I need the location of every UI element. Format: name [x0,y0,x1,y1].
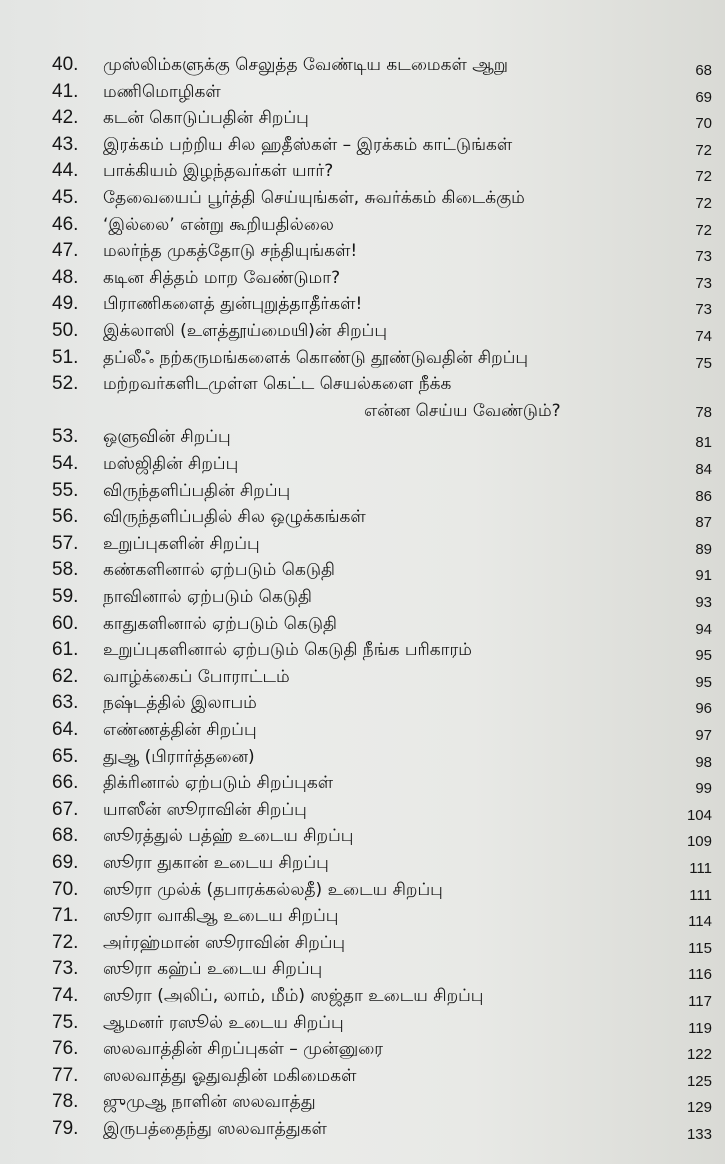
entry-page-number: 116 [688,966,712,984]
toc-entry [52,718,722,742]
entry-title: உறுப்புகளினால் ஏற்படும் கெடுதி நீங்க பரிகாரம் [103,640,472,661]
entry-number: 77. [52,1064,79,1086]
entry-number: 48. [52,266,79,288]
entry-title: ஸூரா துகான் உடைய சிறப்பு [103,853,329,873]
entry-page-number: 70 [695,115,712,133]
entry-number: 50. [52,320,79,341]
entry-page-number: 133 [686,1126,712,1143]
entry-title: ‘இல்லை’ என்று கூறியதில்லை [103,214,334,235]
entry-page-number: 95 [695,647,712,665]
entry-title: வாழ்க்கைப் போராட்டம் [103,666,290,687]
entry-number: 47. [52,240,79,262]
entry-title: ஸூரா கஹ்ப் உடைய சிறப்பு [103,959,323,980]
entry-page-number: 115 [688,939,712,957]
entry-title: நஷ்டத்தில் இலாபம் [103,693,257,714]
entry-title: மலர்ந்த முகத்தோடு சந்தியுங்கள்! [103,241,358,262]
entry-page-number: 73 [695,301,712,319]
entry-number: 43. [52,133,79,155]
entry-number: 69. [52,852,79,873]
toc-entry [52,745,722,769]
toc-entry [52,1117,722,1141]
toc-entry [52,239,722,266]
entry-title: இரக்கம் பற்றிய சில ஹதீஸ்கள் – இரக்கம் காட்டுங்கள் [103,134,513,155]
entry-page-number: 125 [686,1072,712,1090]
entry-number: 46. [52,213,79,235]
entry-title: திக்ரினால் ஏற்படும் சிறப்புகள் [103,773,334,794]
entry-title: ஸூரா வாகிஆ உடைய சிறப்பு [103,906,339,927]
entry-number: 44. [52,160,79,182]
entry-page-number: 117 [688,993,712,1010]
entry-title: ஸலவாத்து ஓதுவதின் மகிமைகள் [103,1065,357,1086]
toc-entry [52,691,722,718]
toc-entry [52,612,722,636]
entry-page-number: 97 [695,727,712,744]
entry-page-number: 122 [686,1046,712,1064]
entry-page-number: 99 [695,780,712,798]
entry-number: 75. [52,1011,79,1033]
entry-title-continuation: என்ன செய்ய வேண்டும்? [364,400,561,421]
entry-number: 79. [52,1118,79,1139]
entry-number: 76. [52,1038,79,1060]
entry-page-number: 119 [688,1019,712,1037]
entry-number: 45. [52,187,79,208]
entry-page-number: 93 [695,594,712,611]
entry-number: 71. [52,905,79,927]
toc-entry [52,1064,722,1088]
entry-number: 64. [52,719,79,740]
entry-page-number: 111 [689,886,712,904]
entry-number: 56. [52,506,79,528]
entry-title: முஸ்லிம்களுக்கு செலுத்த வேண்டிய கடமைகள் ஆறு [103,55,508,75]
toc-entry [52,665,722,689]
entry-page-number: 72 [695,195,712,212]
toc-entry [52,771,722,798]
entry-title: கண்களினால் ஏற்படும் கெடுதி [103,560,335,581]
entry-number: 51. [52,346,79,368]
entry-page-number: 72 [695,168,712,186]
entry-title: அர்ரஹ்மான் ஸூராவின் சிறப்பு [103,932,346,953]
toc-entry [52,292,722,319]
entry-number: 54. [52,453,79,474]
entry-number: 61. [52,639,79,661]
entry-number: 40. [52,54,79,75]
toc-entry [52,319,722,343]
toc-entry [52,80,722,104]
entry-title: கடின சித்தம் மாற வேண்டுமா? [103,267,341,288]
entry-number: 55. [52,479,79,501]
toc-entry [52,798,722,822]
toc-entry [52,585,722,609]
entry-page-number: 75 [695,354,712,372]
entry-page-number: 109 [686,833,712,851]
entry-number: 59. [52,586,79,607]
entry-number: 52. [52,373,79,395]
toc-entry [52,213,722,237]
entry-page-number: 86 [695,487,712,505]
entry-title: தப்லீஃ நற்கருமங்களைக் கொண்டு தூண்டுவதின் சிறப்பு [103,347,529,368]
entry-number: 72. [52,931,79,953]
entry-title: இக்லாஸி (உளத்தூய்மையி)ன் சிறப்பு [103,321,387,341]
entry-page-number: 98 [695,753,712,771]
entry-page-number: 87 [695,514,712,532]
entry-page-number: 74 [695,328,712,345]
entry-page-number: 72 [695,141,712,159]
toc-entry [52,505,722,532]
toc-entry [52,532,722,556]
toc-entry [52,186,722,210]
entry-page-number: 129 [686,1099,712,1117]
entry-number: 70. [52,878,79,900]
entry-title: பாக்கியம் இழந்தவர்கள் யார்? [103,161,334,182]
entry-number: 49. [52,293,79,315]
entry-page-number: 73 [695,274,712,292]
entry-title: கடன் கொடுப்பதின் சிறப்பு [103,108,309,129]
entry-page-number: 81 [695,434,712,452]
toc-entry [52,824,722,851]
entry-page-number: 84 [695,461,712,478]
entry-title: மற்றவர்களிடமுள்ள கெட்ட செயல்களை நீக்க [103,374,452,395]
toc-entry [52,1090,722,1117]
entry-page-number: 69 [695,88,712,106]
entry-title: யாஸீன் ஸூராவின் சிறப்பு [103,799,307,820]
entry-number: 74. [52,985,79,1006]
entry-title: ஆமனர் ரஸூல் உடைய சிறப்பு [103,1012,344,1033]
toc-entry [52,1011,722,1035]
toc-entry [52,133,722,157]
entry-title: காதுகளினால் ஏற்படும் கெடுதி [103,613,337,634]
toc-entry [52,931,722,955]
entry-page-number: 114 [688,913,712,931]
entry-title: பிராணிகளைத் துன்புறுத்தாதீர்கள்! [103,294,363,315]
entry-number: 68. [52,825,79,847]
entry-number: 41. [52,80,79,102]
toc-entry [52,638,722,665]
entry-title: ஒளுவின் சிறப்பு [103,427,231,448]
toc-entry [52,851,722,875]
entry-page-number: 104 [686,806,712,824]
toc-entry [52,346,722,370]
entry-page-number: 73 [695,248,712,266]
entry-page-number: 111 [689,860,712,877]
entry-number: 66. [52,772,79,794]
entry-number: 62. [52,665,79,687]
toc-entry [52,452,722,476]
toc-entry [52,266,722,290]
entry-number: 58. [52,559,79,581]
toc-entry [52,558,722,585]
toc-entry [52,878,722,902]
entry-title: மணிமொழிகள் [103,81,221,102]
entry-title: தேவையைப் பூர்த்தி செய்யுங்கள், சுவர்க்கம் கிடைக்கும் [103,188,525,208]
toc-entry [52,984,722,1008]
toc-entry [52,159,722,186]
entry-title: ஸூரா (அலிப், லாம், மீம்) ஸஜ்தா உடைய சிறப்பு [103,986,484,1006]
toc-entry [52,1037,722,1064]
toc-entry [52,372,722,396]
entry-number: 78. [52,1091,79,1113]
entry-number: 65. [52,745,79,767]
entry-title: விருந்தளிப்பதின் சிறப்பு [103,480,291,501]
entry-number: 63. [52,692,79,714]
entry-number: 60. [52,612,79,634]
entry-page-number: 78 [695,403,712,421]
toc-entry [52,904,722,931]
entry-page-number: 89 [695,540,712,558]
entry-page-number: 72 [695,221,712,239]
entry-title: இருபத்தைந்து ஸலவாத்துகள் [103,1119,327,1139]
entry-page-number: 96 [695,700,712,718]
entry-title: ஜுமுஆ நாளின் ஸலவாத்து [103,1092,316,1113]
toc-entry [52,479,722,503]
entry-title: நாவினால் ஏற்படும் கெடுதி [103,587,312,607]
entry-number: 73. [52,958,79,980]
entry-page-number: 91 [695,567,712,585]
entry-title: விருந்தளிப்பதில் சில ஒழுக்கங்கள் [103,507,366,528]
entry-title: ஸூரா முல்க் (தபாரக்கல்லதீ) உடைய சிறப்பு [103,879,443,900]
entry-page-number: 94 [695,620,712,638]
entry-title: எண்ணத்தின் சிறப்பு [103,720,257,740]
entry-number: 53. [52,426,79,448]
toc-entry [52,957,722,984]
entry-title: மஸ்ஜிதின் சிறப்பு [103,454,239,474]
entry-title: துஆ (பிரார்த்தனை) [103,746,255,767]
entry-number: 42. [52,107,79,129]
entry-title: உறுப்புகளின் சிறப்பு [103,533,260,554]
entry-title: ஸலவாத்தின் சிறப்புகள் – முன்னுரை [103,1039,384,1060]
entry-number: 57. [52,532,79,554]
entry-page-number: 68 [695,62,712,79]
toc-entry [52,106,722,133]
entry-page-number: 95 [695,673,712,691]
entry-title: ஸூரத்துல் பத்ஹ் உடைய சிறப்பு [103,826,354,847]
entry-number: 67. [52,798,79,820]
toc-entry [52,53,722,77]
toc-entry [52,425,722,452]
